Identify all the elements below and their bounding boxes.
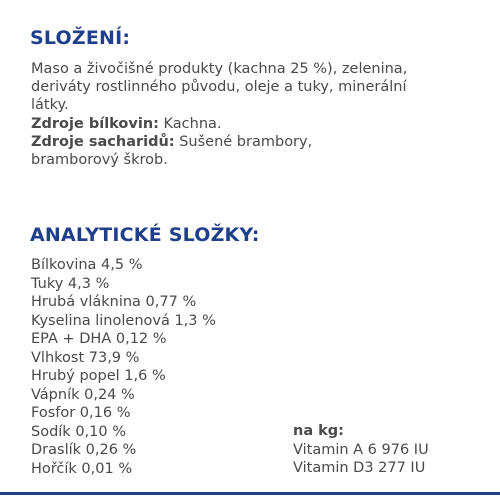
carb-source-continuation: bramborový škrob. — [31, 152, 168, 169]
bottom-divider — [0, 486, 500, 500]
vitamin-item: Vitamin A 6 976 IU — [293, 441, 429, 458]
analytic-item: Hrubý popel 1,6 % — [31, 368, 166, 384]
protein-source-value: Kachna. — [158, 115, 222, 132]
composition-text — [31, 60, 486, 169]
composition-heading: SLOŽENÍ: — [30, 27, 131, 49]
analytic-item: Bílkovina 4,5 % — [31, 257, 143, 273]
analytic-item: Sodík 0,10 % — [31, 423, 126, 440]
analytic-item: Vápník 0,24 % — [31, 386, 135, 403]
analytic-heading: ANALYTICKÉ SLOŽKY: — [30, 224, 260, 246]
analytic-list — [31, 256, 216, 478]
analytic-item: Hořčík 0,01 % — [31, 460, 133, 477]
analytic-item: Draslík 0,26 % — [31, 442, 137, 458]
analytic-item: Tuky 4,3 % — [31, 275, 110, 292]
carb-source-line — [31, 133, 486, 151]
vitamin-list — [293, 441, 429, 478]
analytic-item: Fosfor 0,16 % — [31, 405, 131, 421]
per-kg-label: na kg: — [293, 423, 344, 439]
protein-source-line — [31, 115, 486, 133]
carb-source-label: Zdroje sacharidů: — [31, 133, 175, 150]
per-kg-block — [293, 422, 429, 478]
analytic-item: Vlhkost 73,9 % — [31, 349, 140, 366]
carb-source-value: Sušené brambory, — [174, 133, 313, 150]
composition-line: látky. — [31, 97, 69, 114]
composition-line: deriváty rostlinného původu, oleje a tuky, minerální — [31, 79, 407, 96]
analytic-item: EPA + DHA 0,12 % — [31, 331, 167, 347]
composition-line: Maso a živočišné produkty (kachna 25 %), zelenina, — [31, 61, 408, 77]
analytic-item: Kyselina linolenová 1,3 % — [31, 312, 216, 329]
vitamin-item: Vitamin D3 277 IU — [293, 460, 426, 476]
analytic-item: Hrubá vláknina 0,77 % — [31, 294, 197, 310]
protein-source-label: Zdroje bílkovin: — [31, 115, 159, 132]
